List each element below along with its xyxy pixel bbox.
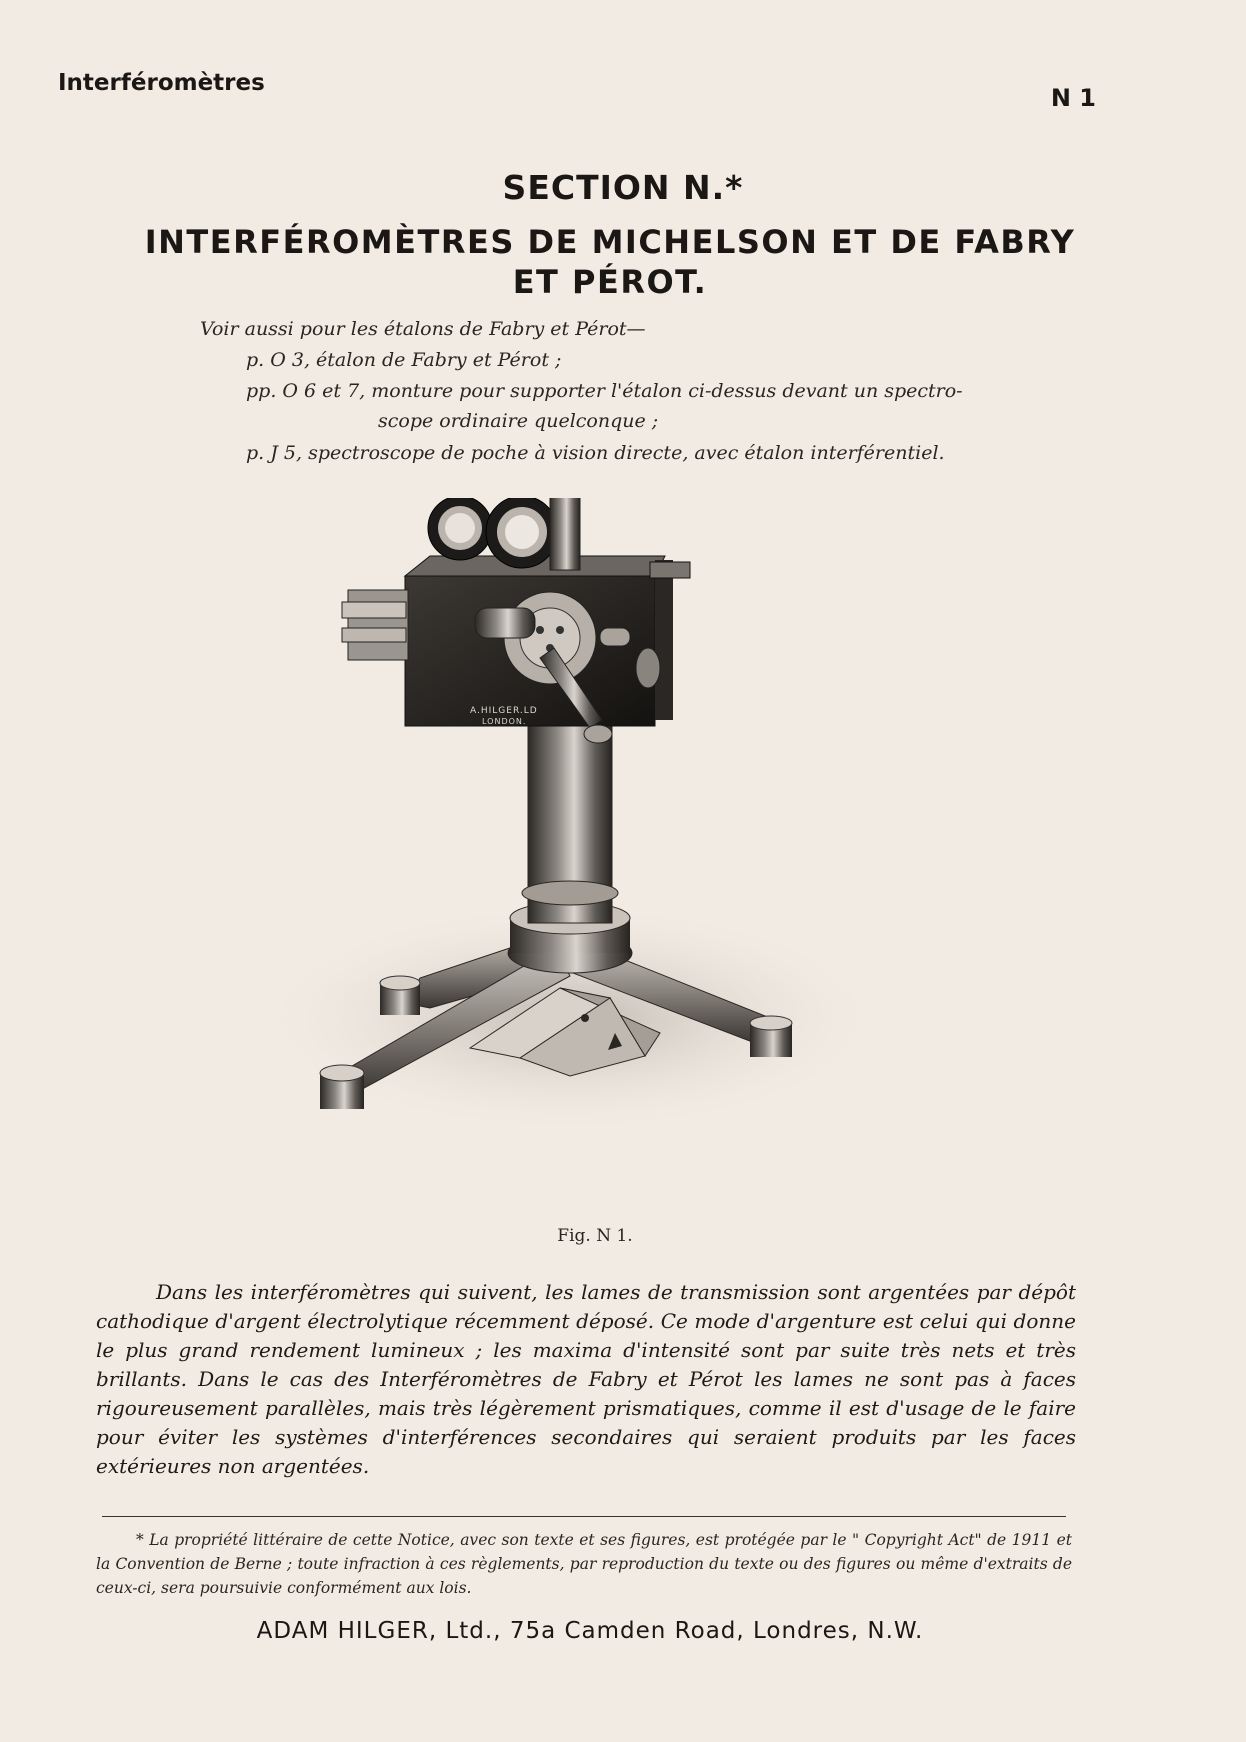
foot (380, 976, 420, 1015)
mirror-mount (486, 498, 558, 568)
foot (320, 1065, 364, 1109)
footnote-divider (102, 1516, 1066, 1517)
reference-item: p. O 3, étalon de Fabry et Pérot ; (246, 349, 562, 371)
references-intro: Voir aussi pour les étalons de Fabry et Pérot— (200, 318, 646, 340)
interferometer-head (342, 498, 690, 743)
interferometer-illustration (270, 498, 890, 1218)
reference-item-continuation: scope ordinaire quelconque ; (378, 410, 659, 432)
running-head: Interféromètres (58, 70, 265, 96)
mirror-mount (428, 498, 492, 560)
maker-plate-line: LONDON. (482, 717, 527, 726)
copyright-footnote: * La propriété littéraire de cette Notice, avec son texte et ses figures, est protégée par le " Copyright Act" de 1911 et la Convention de Berne ; toute infraction à ces règlements, par reproduction du texte ou des figures ou même d'extraits de ceux-ci, sera poursuivie conformément aux lois. (96, 1531, 1072, 1597)
body-paragraph: Dans les interféromètres qui suivent, les lames de transmission sont argentées par dépôt cathodique d'argent électrolytique récemment déposé. Ce mode d'argenture est celui qui donne le plus grand rendement lumineux ; les maxima d'intensité sont par suite très nets et très brillants. Dans le cas des Interféromètres de Fabry et Pérot les lames ne sont pas à faces rigoureusement parallèles, mais très légèrement prismatiques, comme il est d'usage de le faire pour éviter les systèmes d'interférences secondaires qui seraient produits par les faces extérieures non argentées. (96, 1280, 1076, 1478)
foot (750, 1016, 792, 1057)
figure-caption: Fig. N 1. (557, 1226, 633, 1246)
section-title: SECTION N.* (502, 168, 744, 207)
publisher-imprint: ADAM HILGER, Ltd., 75a Camden Road, Londres, N.W. (256, 1618, 924, 1644)
reference-item: p. J 5, spectroscope de poche à vision directe, avec étalon interférentiel. (246, 442, 945, 464)
page-number: N 1 (1050, 84, 1096, 112)
reference-item: pp. O 6 et 7, monture pour supporter l'étalon ci-dessus devant un spectro- (246, 380, 963, 402)
maker-plate-line: A.HILGER.LD (470, 706, 538, 716)
main-title: INTERFÉROMÈTRES DE MICHELSON ET DE FABRY ET PÉROT. (144, 223, 1076, 301)
